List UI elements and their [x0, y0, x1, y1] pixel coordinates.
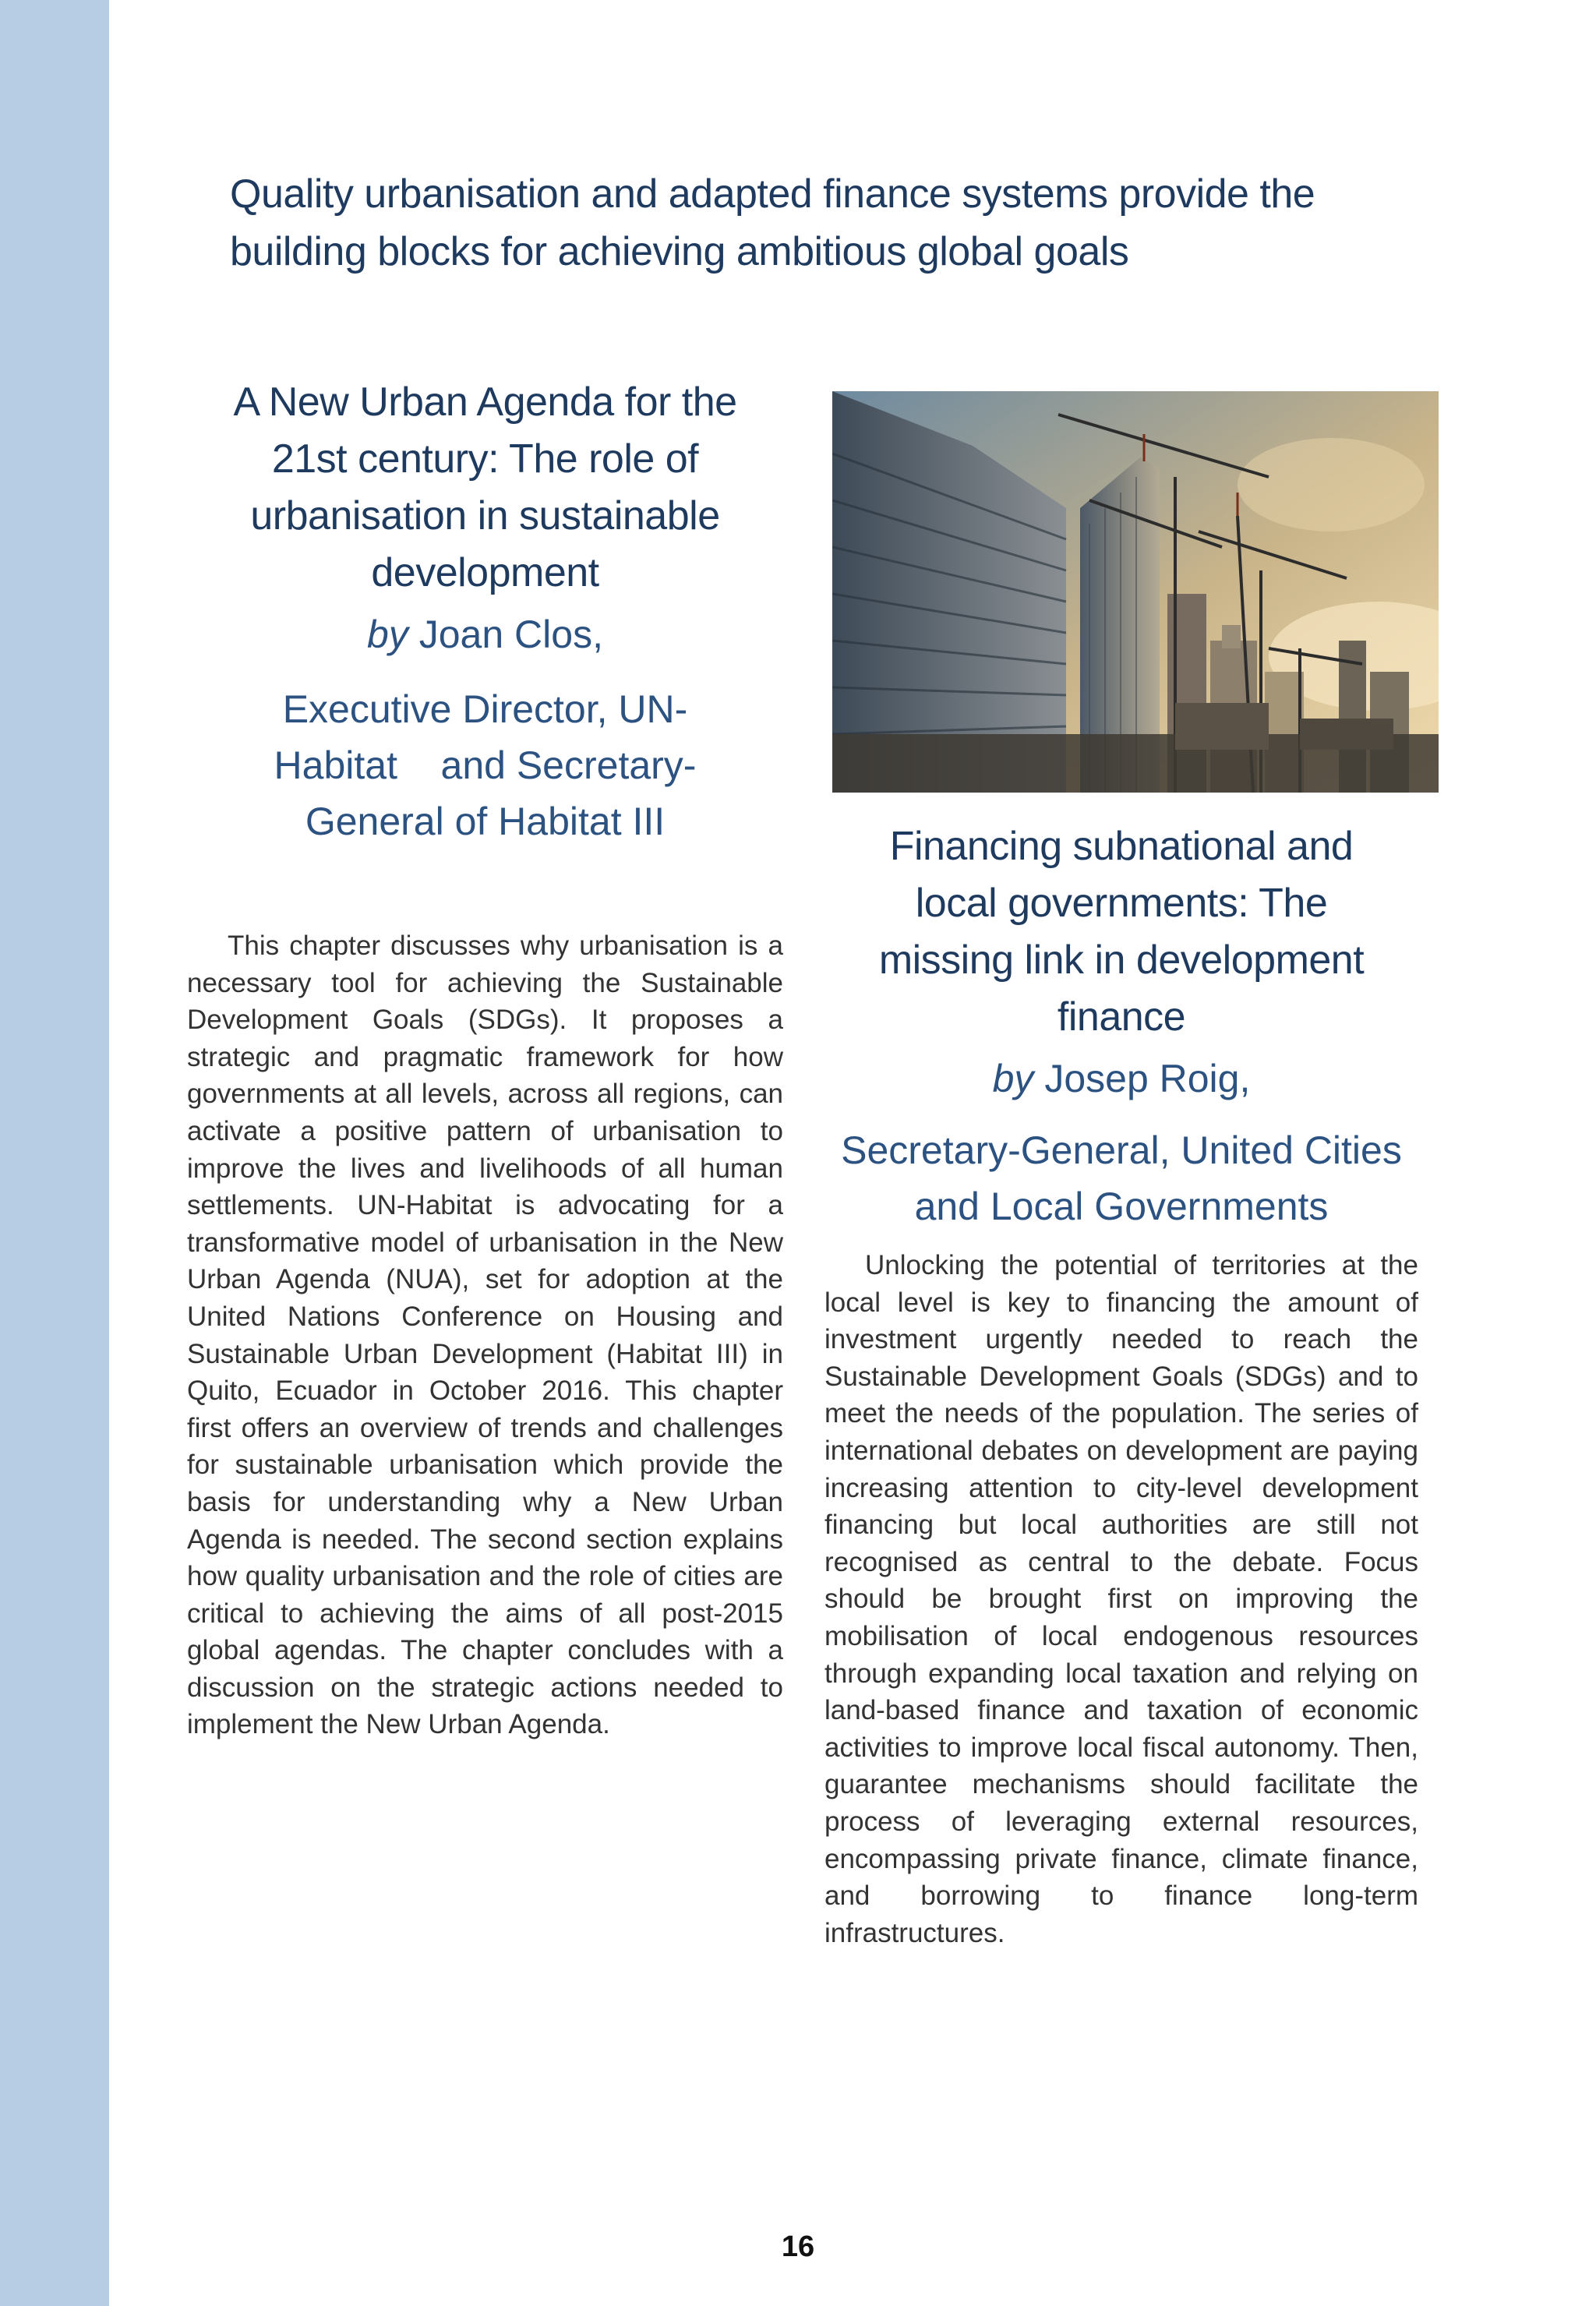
- right-abstract: Unlocking the potential of territories at the local level is key to financing the amount of investment urgently needed to reach the Sustainable Development Goals (SDGs) and to meet the needs of the population. The series of international debates on development are paying increasing attention to city-level development financing but local authorities are still not recognised as central to the debate. Focus should be brought first on improving the mobilisation of local endogenous resources through expanding local taxation and relying on land-based finance and taxation of economic activities to improve local fiscal autonomy. Then, guarantee mechanisms should facilitate the process of leveraging external resources, encompassing private finance, climate finance, and borrowing to finance long-term infrastructures.: [824, 1250, 1418, 1948]
- left-abstract: This chapter discusses why urbanisation is a necessary tool for achieving the Sustainable Development Goals (SDGs). It proposes a strategic and pragmatic framework for how governments at all levels, across all regions, can activate a positive pattern of urbanisation to improve the lives and livelihoods of all human settlements. UN-Habitat is advocating for a transformative model of urbanisation in the New Urban Agenda (NUA), set for adoption at the United Nations Conference on Housing and Sustainable Urban Development (Habitat III) in Quito, Ecuador in October 2016. This chapter first offers an overview of trends and challenges for sustainable urbanisation which provide the basis for understanding why a New Urban Agenda is needed. The second section explains how quality urbanisation and the role of cities are critical to achieving the aims of all post-2015 global agendas. The chapter concludes with a discussion on the strategic actions needed to implement the New Urban Agenda.: [187, 931, 783, 1740]
- right-article-title: Financing subnational and local governments: The missing link in development finance: [878, 824, 1365, 1040]
- left-by-word: by: [367, 613, 408, 656]
- construction-photo: [832, 391, 1439, 793]
- right-by-word: by: [992, 1057, 1034, 1100]
- left-article: [187, 374, 783, 1743]
- right-article: [824, 818, 1418, 1951]
- right-article-byline: [824, 1051, 1418, 1107]
- sidebar-band: [0, 0, 109, 2306]
- right-author: Josep Roig,: [1044, 1057, 1251, 1100]
- left-author: Joan Clos,: [418, 613, 603, 656]
- page-title: Quality urbanisation and adapted finance systems provide the building blocks for achieving ambitious global goals: [230, 171, 1315, 274]
- page-number: 16: [781, 2230, 815, 2263]
- left-article-title: A New Urban Agenda for the 21st century: The role of urbanisation in sustainable development: [233, 380, 737, 595]
- left-author-role: Executive Director, UN-Habitat and Secretary-General of Habitat III: [274, 687, 697, 843]
- right-author-role: Secretary-General, United Cities and Local Governments: [841, 1128, 1402, 1228]
- left-article-byline: [187, 606, 783, 662]
